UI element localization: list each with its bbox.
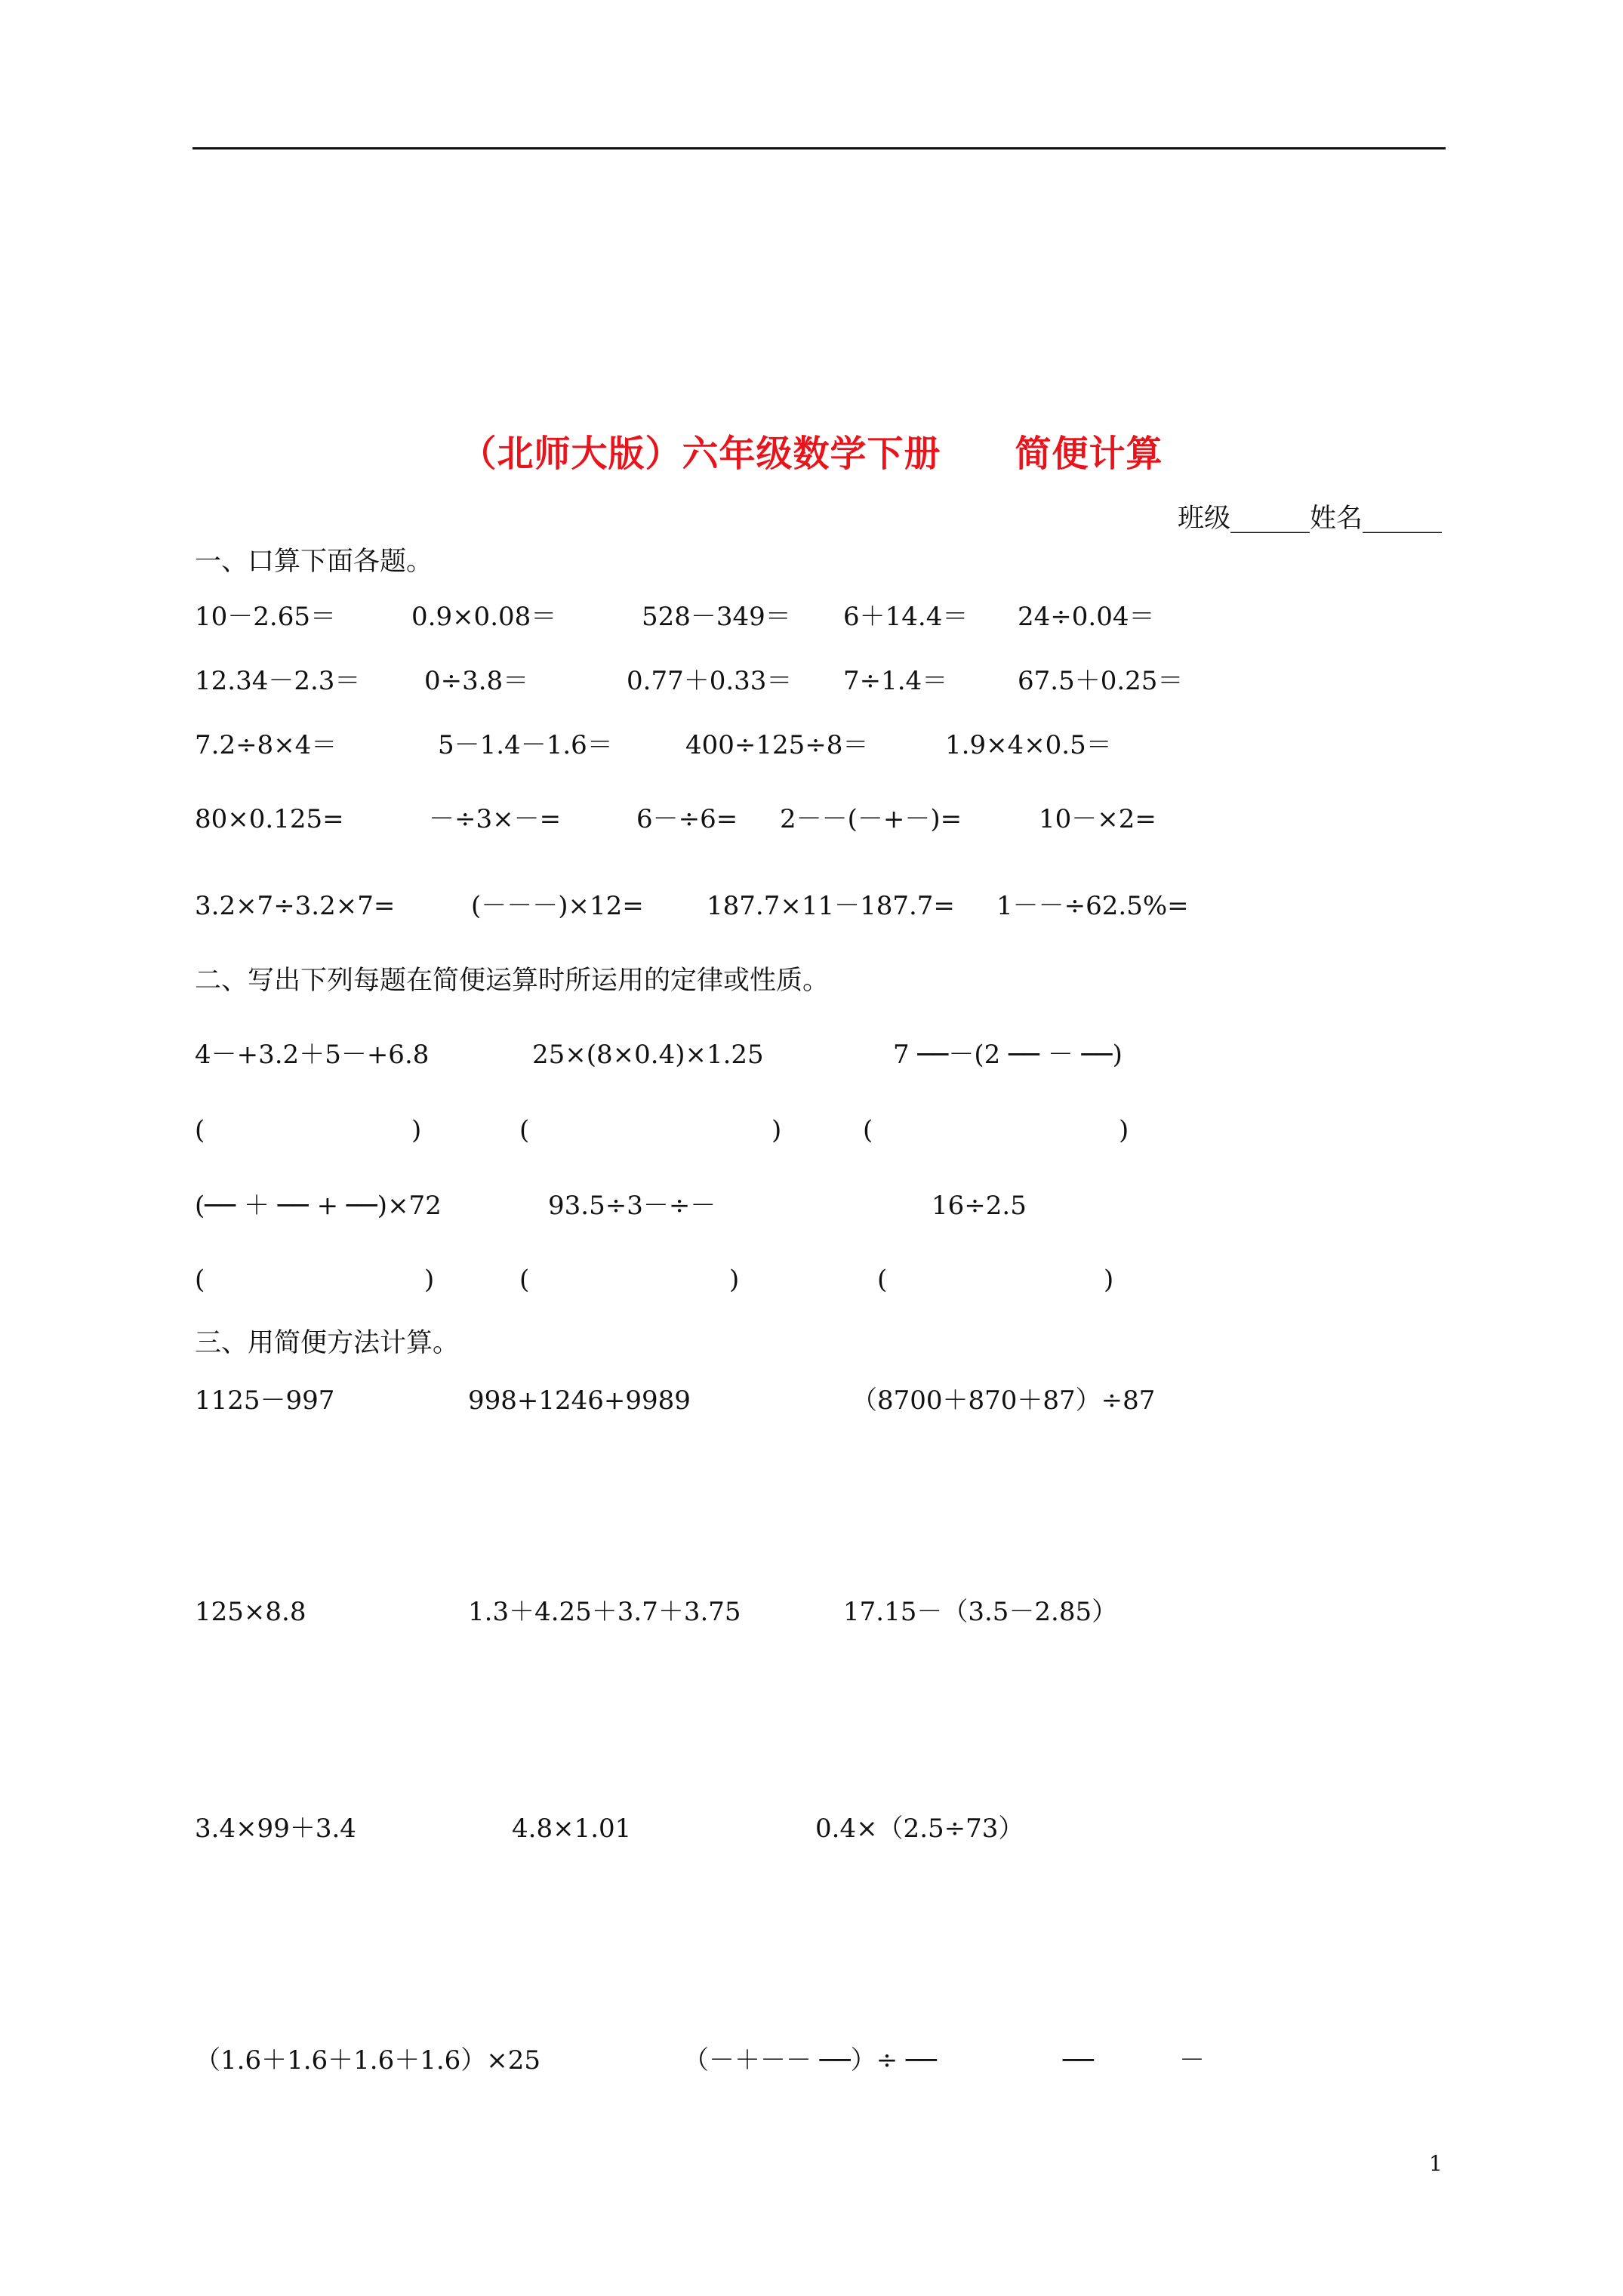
s3-r1-c3: （8700＋870＋87）÷87	[852, 1385, 1156, 1416]
s1-r2-c2: 0÷3.8＝	[424, 666, 529, 696]
answer-paren-close-3: )	[1119, 1115, 1129, 1145]
answer-paren-open-6: (	[877, 1265, 888, 1295]
class-name-line: 班级______姓名______	[1177, 504, 1442, 534]
answer-paren-close-2: )	[771, 1115, 782, 1145]
section2-heading: 二、写出下列每题在简便运算时所运用的定律或性质。	[195, 966, 830, 996]
s1-r3-c1: 7.2÷8×4＝	[195, 730, 337, 760]
answer-paren-open-1: (	[195, 1115, 205, 1145]
s3-r4-c3: ──	[1063, 2045, 1094, 2076]
s3-r4-c2: （－＋－－ ──）÷ ──	[683, 2045, 937, 2076]
s1-r5-c2: (－－－)×12=	[471, 891, 644, 921]
s3-r1-c1: 1125－997	[195, 1385, 335, 1416]
header-rule	[192, 147, 1446, 149]
s3-r4-c1: （1.6＋1.6＋1.6＋1.6）×25	[195, 2045, 541, 2076]
s1-r3-c2: 5－1.4－1.6＝	[438, 730, 613, 760]
answer-paren-close-4: )	[424, 1265, 435, 1295]
page-title: （北师大版）六年级数学下册 简便计算	[460, 433, 1163, 475]
s1-r5-c3: 187.7×11－187.7=	[707, 891, 955, 921]
s1-r5-c1: 3.2×7÷3.2×7=	[195, 891, 396, 921]
s1-r1-c5: 24÷0.04＝	[1018, 602, 1155, 632]
s1-r4-c4: 2－－(－+－)=	[780, 804, 962, 834]
answer-paren-close-6: )	[1104, 1265, 1114, 1295]
s1-r2-c5: 67.5＋0.25＝	[1018, 666, 1184, 696]
answer-paren-close-5: )	[729, 1265, 740, 1295]
s1-r1-c1: 10－2.65＝	[195, 602, 336, 632]
s1-r4-c2: －÷3×－=	[429, 804, 562, 834]
answer-paren-open-4: (	[195, 1265, 205, 1295]
answer-paren-open-3: (	[863, 1115, 873, 1145]
s3-r2-c1: 125×8.8	[195, 1597, 306, 1627]
s3-r1-c2: 998+1246+9989	[468, 1385, 691, 1416]
s1-r3-c3: 400÷125÷8＝	[685, 730, 869, 760]
s3-r3-c2: 4.8×1.01	[512, 1814, 632, 1844]
s1-r4-c5: 10－×2=	[1039, 804, 1156, 834]
section1-heading: 一、口算下面各题。	[195, 547, 433, 577]
answer-paren-open-2: (	[519, 1115, 530, 1145]
s2-r2-c2: 93.5÷3－÷－	[548, 1191, 716, 1221]
s1-r1-c3: 528－349＝	[642, 602, 791, 632]
s2-r2-c3: 16÷2.5	[932, 1191, 1027, 1221]
section3-heading: 三、用简便方法计算。	[195, 1328, 460, 1358]
s1-r1-c4: 6＋14.4＝	[843, 602, 969, 632]
s1-r2-c1: 12.34－2.3＝	[195, 666, 361, 696]
s3-r3-c3: 0.4×（2.5÷73）	[815, 1814, 1024, 1844]
s1-r1-c2: 0.9×0.08＝	[411, 602, 557, 632]
s1-r2-c3: 0.77＋0.33＝	[627, 666, 793, 696]
page-number: 1	[1429, 2151, 1443, 2176]
s2-r1-c1: 4－+3.2＋5－+6.8	[195, 1040, 430, 1070]
s3-r2-c2: 1.3＋4.25＋3.7＋3.75	[468, 1597, 741, 1627]
s1-r4-c1: 80×0.125=	[195, 804, 344, 834]
s2-r2-c1: (── ＋ ── + ──)×72	[195, 1191, 442, 1221]
answer-paren-open-5: (	[519, 1265, 530, 1295]
s3-r3-c1: 3.4×99＋3.4	[195, 1814, 356, 1844]
s3-r2-c3: 17.15－（3.5－2.85）	[843, 1597, 1118, 1627]
s1-r3-c4: 1.9×4×0.5＝	[945, 730, 1112, 760]
s1-r4-c3: 6－÷6=	[636, 804, 738, 834]
s2-r1-c2: 25×(8×0.4)×1.25	[532, 1040, 764, 1070]
s2-r1-c3: 7 ──－(2 ── － ──)	[893, 1040, 1123, 1070]
s1-r5-c4: 1－－÷62.5%=	[996, 891, 1189, 921]
s1-r2-c4: 7÷1.4＝	[843, 666, 948, 696]
answer-paren-close-1: )	[411, 1115, 422, 1145]
s3-r4-c4: －	[1179, 2045, 1205, 2076]
